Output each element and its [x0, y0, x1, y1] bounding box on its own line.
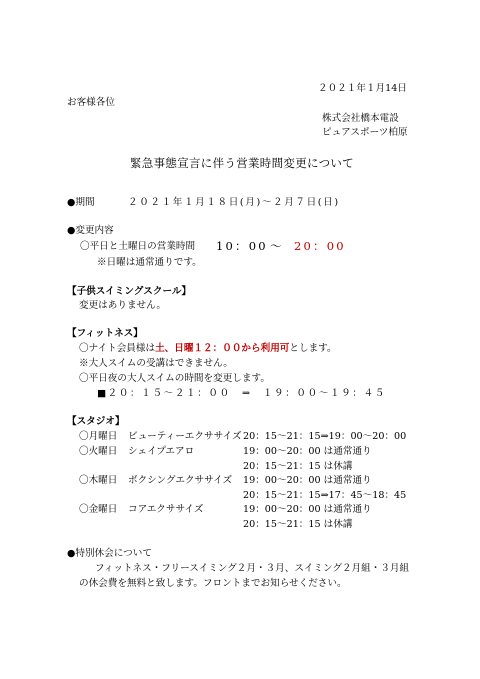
- page-title: 緊急事態宣言に伴う営業時間変更について: [130, 156, 354, 170]
- company-name: 株式会社橋本電設: [322, 113, 399, 124]
- store-name: ピュアスポーツ柏原: [322, 127, 408, 138]
- change-note: ※日曜は通常通りです。: [97, 257, 202, 268]
- kids-text: 変更はありません。: [79, 300, 166, 311]
- studio-row-time: 20：15～21：15⇒17：45～18：45: [243, 490, 407, 501]
- studio-row-day: 〇火曜日: [79, 446, 118, 457]
- studio-row-program: ビューティーエクササイズ: [128, 431, 242, 442]
- kids-heading: 【子供スイミングスクール】: [67, 286, 192, 297]
- closure-line-1: フィットネス・フリースイミング２月・３月、スイミング２月組・３月組: [95, 563, 410, 574]
- issue-date: ２０２１年１月14日: [318, 83, 407, 94]
- fitness-line-4: ■２０：１５～２１：００ ⇒ １９：００～１９：４５: [97, 388, 386, 399]
- studio-row-time: 19：00～20：00 は通常通り: [243, 446, 372, 457]
- studio-row-program: ボクシングエクササイズ: [128, 475, 233, 486]
- change-heading: ●変更内容: [67, 225, 114, 236]
- change-time-start: 10：00: [216, 239, 268, 253]
- studio-heading: 【スタジオ】: [67, 416, 125, 427]
- studio-row-day: 〇月曜日: [79, 431, 118, 442]
- fitness-line-1: [79, 344, 337, 354]
- fitness-line-1-suffix: とします。: [289, 343, 337, 354]
- studio-row-time: 19：00～20：00 は通常通り: [243, 504, 372, 515]
- change-hours-label: 〇平日と土曜日の営業時間: [80, 241, 196, 252]
- studio-row-program: コアエクササイズ: [128, 504, 204, 515]
- addressee: お客様各位: [67, 97, 115, 108]
- period-value: ２０２１年１月１８日(月)～２月７日(日): [128, 197, 340, 208]
- fitness-line-1-prefix: 〇ナイト会員様は: [79, 343, 156, 354]
- closure-heading: ●特別休会について: [67, 548, 152, 559]
- period-label: ●期間: [67, 197, 95, 208]
- change-tilde: ～: [270, 239, 284, 253]
- studio-row-program: シェイプエアロ: [128, 446, 195, 457]
- studio-row-time: 20：15～21：15⇒19：00～20：00: [243, 431, 407, 442]
- fitness-line-3: 〇平日夜の大人スイムの時間を変更します。: [79, 373, 270, 384]
- fitness-line-2: ※大人スイムの受講はできません。: [79, 358, 233, 369]
- closure-line-2: の休会費を無料と致します。フロントまでお知らせください。: [79, 578, 347, 589]
- studio-row-time: 19：00～20：00 は通常通り: [243, 475, 372, 486]
- change-time-end: 20：00: [294, 239, 346, 253]
- studio-row-day: 〇金曜日: [79, 504, 118, 515]
- studio-row-day: 〇木曜日: [79, 475, 118, 486]
- studio-row-time: 20：15～21：15 は休講: [243, 461, 353, 472]
- fitness-heading: 【フィットネス】: [67, 328, 143, 339]
- studio-row-time: 20：15～21：15 は休講: [243, 519, 353, 530]
- fitness-line-1-highlight: 土、日曜１２：００から利用可: [155, 343, 290, 354]
